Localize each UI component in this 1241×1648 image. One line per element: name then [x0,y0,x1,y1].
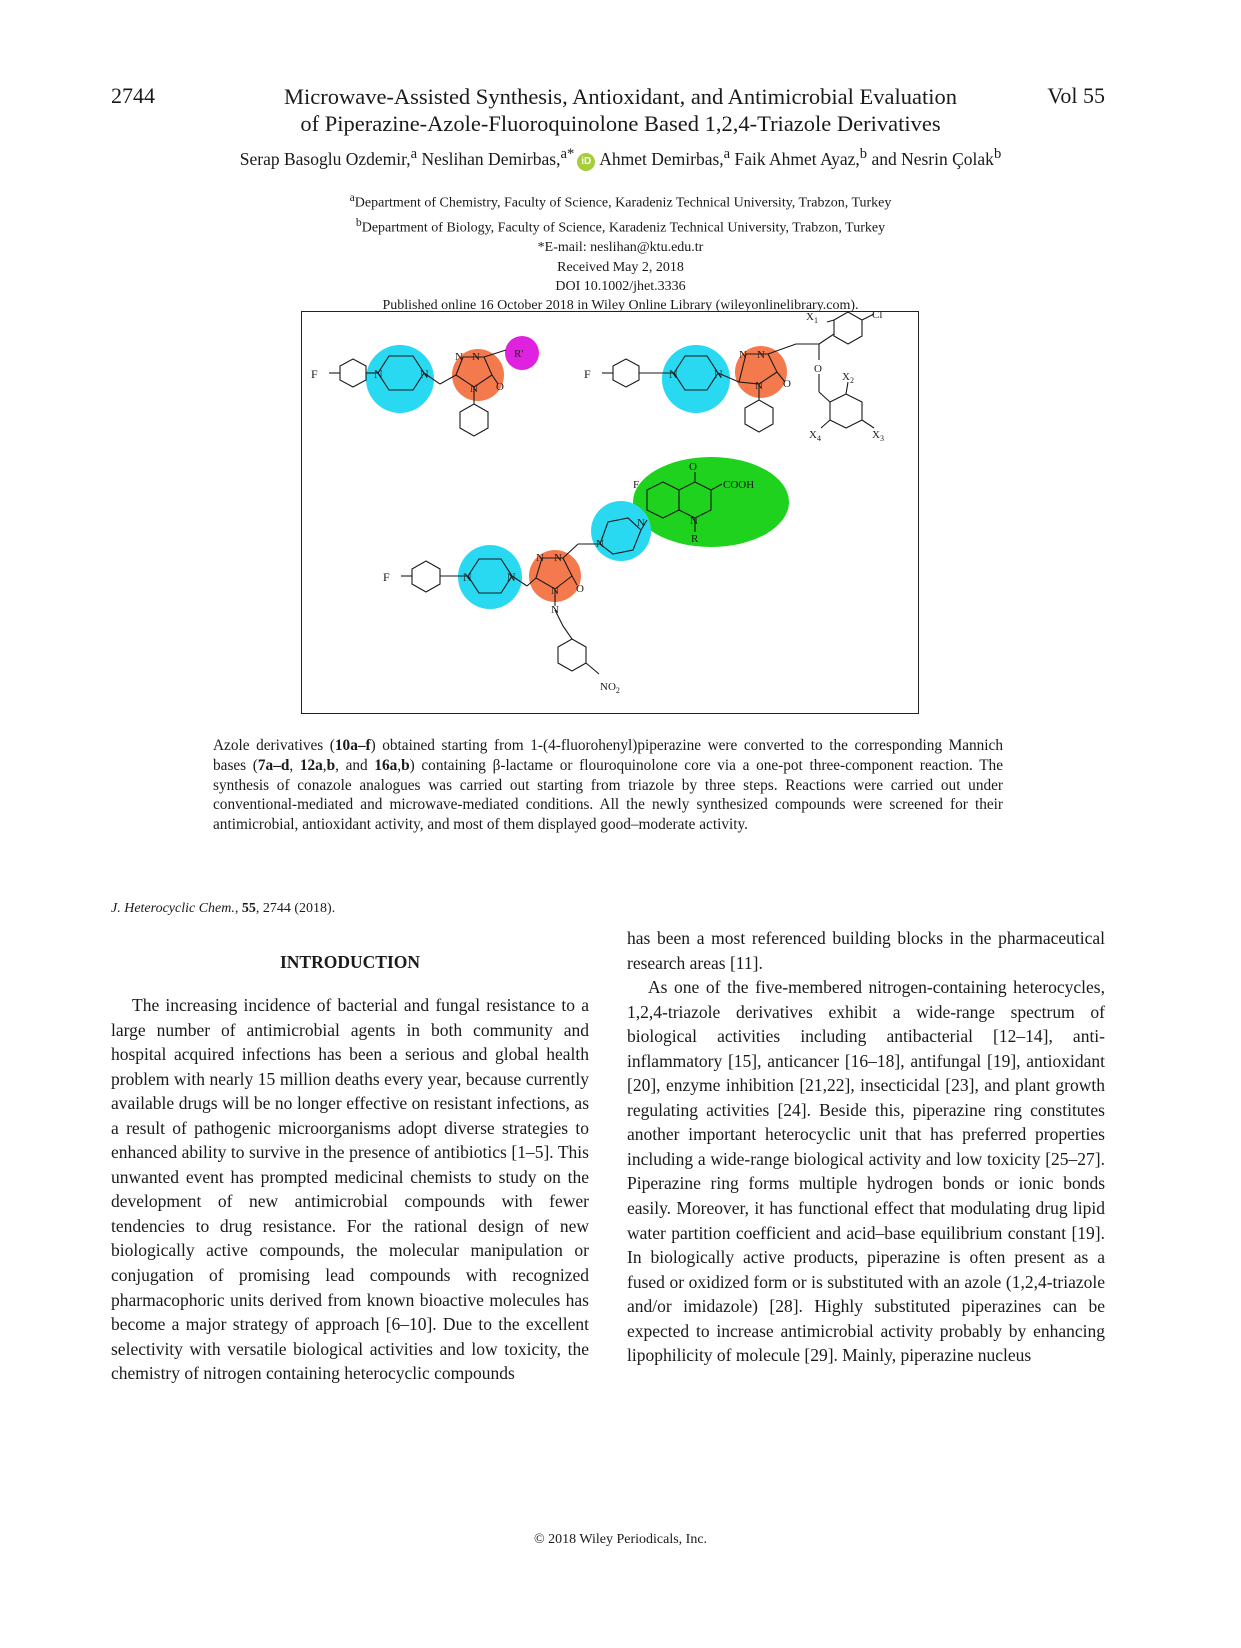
paragraph: has been a most referenced building blocks in the pharmaceutical research areas [11]. [627,928,1105,973]
atom-label-o: O [496,381,504,393]
email[interactable]: *E-mail: neslihan@ktu.edu.tr [537,240,704,256]
author-affil-sup: a [410,146,418,162]
journal-citation: J. Heterocyclic Chem., 55, 2744 (2018). [111,901,336,916]
published-note: Published online 16 October 2018 in Wiley Online Library (wileyonlinelibrary.com). [382,298,859,314]
atom-label-x4: $X_4$ [809,429,821,443]
atom-label-n: N [374,367,383,381]
atom-label-x1: $X_1$ [806,312,818,325]
text-column-left [111,993,589,1386]
benzene-ring [834,312,862,344]
page-number: 2744 [111,83,155,108]
affiliation-a: $^a$Department of Chemistry, Faculty of Science, Karadeniz Technical University, Trabzon, Turkey [349,191,892,211]
atom-label-n: N [463,570,472,584]
doi[interactable]: DOI 10.1002/jhet.3336 [555,278,686,294]
author-affil-sup: a [723,146,731,162]
paragraph: The increasing incidence of bacterial and fungal resistance to a large number of antimicrobial agents in both community and hospital acquired infections has been a serious and global health problem with nearly 15 million deaths every year, because currently available drugs will be no longer effective on resistant infections, as a result of pathogenic microorganisms adopt diverse strategies to enhanced ability to survive in the presence of antibiotics [1–5]. This unwanted event has prompted medicinal chemists to study on the development of new antimicrobial compounds with fewer tendencies to drug resistance. For the rational design of new biologically active compounds, the molecular manipulation or conjugation of promising lead compounds with recognized pharmacophoric units derived from known bioactive molecules has become a major strategy of approach [6–10]. Due to the excellent selectivity with versatile biological activities and low toxicity, the chemistry of nitrogen containing heterocyclic compounds [111,995,589,1384]
atom-label-f: F [584,367,591,381]
atom-label-f: F [383,570,390,584]
section-heading-introduction: INTRODUCTION [279,952,421,972]
author-name: and Nesrin Çolak [871,148,994,169]
atom-label-o: O [783,378,791,390]
author-name: Serap Basoglu Ozdemir, [239,148,411,169]
affiliations [200,188,1041,316]
atom-label-f: F [633,479,640,491]
atom-label-o: O [576,583,584,595]
benzene-ring [340,359,366,387]
abstract: Azole derivatives (10a–f) obtained starting from 1-(4-fluorohenyl)piperazine were converted to the corresponding Mannich bases (7a–d, 12a,b, and 16a,b) containing β-lactame or flouroquinolone core via a one-pot three-component reaction. The synthesis of conazole analogues was carried out starting from triazole by three steps. Reactions were carried out under conventional-mediated and microwave-mediated conditions. All the newly synthesized compounds were screened for their antimicrobial, antioxidant activity, and most of them displayed good–moderate activity. [213,737,1003,834]
atom-label-n: N [669,367,678,381]
atom-label-n: N [536,552,544,564]
atom-label-n: N [757,349,765,361]
benzene-ring [460,404,488,436]
benzene-ring [613,359,639,387]
author-affil-sup: b [859,146,868,162]
atom-label-n: N [637,517,645,529]
atom-label-o: O [689,461,697,473]
article-title [200,83,1041,137]
atom-label-r: R [691,533,699,545]
atom-label-n: N [420,367,429,381]
atom-label-n: N [714,367,723,381]
author-list [120,146,1121,171]
title-line-2: of Piperazine-Azole-Fluoroquinolone Based 1,2,4-Triazole Derivatives [300,111,941,136]
atom-label-n: N [551,585,559,597]
atom-label-n: N [472,351,480,363]
paragraph: As one of the five-membered nitrogen-containing heterocycles, 1,2,4-triazole derivatives exhibit a wide-range spectrum of biological activities including antibacterial [12–14], anti-inflammatory [15], anticancer [16–18], antifungal [19], antioxidant [20], enzyme inhibition [21,22], insecticidal [23], and plant growth regulating activities [24]. Beside this, piperazine ring constitutes another important heterocyclic unit that has preferred properties including a wide-range biological activity and low toxicity [25–27]. Piperazine ring forms multiple hydrogen bonds or ionic bonds easily. Moreover, it has functional effect that modulating drug lipid water partition coefficient and acid–base equilibrium constant [19]. In biologically active products, piperazine is often present as a fused or oxidized form or is substituted with an azole (1,2,4-triazole and/or imidazole) [28]. Highly substituted piperazines can be expected to increase antimicrobial activity probably by enhancing lipophilicity of molecule [29]. Mainly, piperazine nucleus [627,977,1105,1366]
atom-label-cooh: COOH [723,479,755,491]
atom-label-n: N [554,552,562,564]
atom-label-n: N [470,383,478,395]
atom-label-f: F [311,367,318,381]
atom-label-n: N [551,604,559,616]
benzene-ring [745,400,773,432]
received-date: Received May 2, 2018 [557,259,684,275]
author-name: Faik Ahmet Ayaz, [734,148,860,169]
chemical-structures [302,312,920,715]
atom-label-cl: Cl [872,312,883,321]
graphical-abstract-figure [301,311,919,714]
atom-label-n: N [755,380,763,392]
title-line-1: Microwave-Assisted Synthesis, Antioxidant, and Antimicrobial Evaluation [283,84,958,109]
atom-label-n: N [507,570,516,584]
affiliation-b: $^b$Department of Biology, Faculty of Science, Karadeniz Technical University, Trabzon, Turkey [355,216,886,236]
atom-label-n: N [690,515,698,527]
atom-label-x3: $X_3$ [872,429,884,443]
author-affil-sup: b [993,146,1002,162]
author-name: Ahmet Demirbas, [599,148,724,169]
text-column-right [627,926,1105,1368]
benzene-ring [830,394,862,428]
atom-label-n: N [596,538,604,550]
benzene-ring [412,561,440,592]
atom-label-o: O [814,363,822,375]
atom-label-n: N [739,349,747,361]
atom-label-n: N [455,351,463,363]
orcid-icon[interactable]: iD [577,153,595,171]
atom-label-x2: $X_2$ [842,371,854,385]
atom-label-r-prime: R' [514,348,524,360]
copyright-footer: © 2018 Wiley Periodicals, Inc. [533,1532,708,1547]
benzene-ring [558,639,586,671]
author-name: Neslihan Demirbas, [421,148,561,169]
volume-label: Vol 55 [1047,83,1105,108]
atom-label-no2: $NO_2$ [600,681,620,695]
author-affil-sup: a* [560,146,575,162]
